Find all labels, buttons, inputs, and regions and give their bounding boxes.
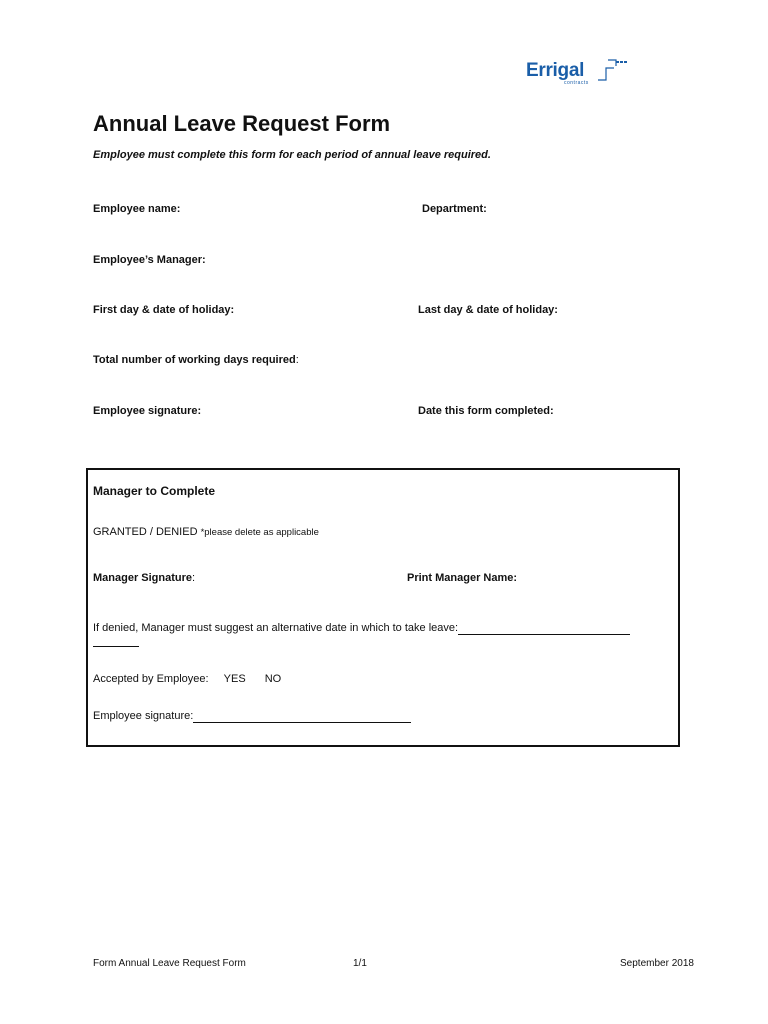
alternative-date-label: If denied, Manager must suggest an alternative date in which to take leave: (93, 622, 459, 634)
page-title: Annual Leave Request Form (93, 111, 391, 136)
accepted-by-employee-row (93, 673, 281, 685)
footer-date: September 2018 (620, 958, 694, 969)
employee-signature-label: Employee signature: (93, 405, 202, 417)
manager-section (86, 468, 680, 747)
employee-manager-label: Employee’s Manager: (93, 254, 206, 266)
manager-signature-field (93, 572, 195, 584)
form-instructions: Employee must complete this form for each period of annual leave required. (93, 149, 491, 161)
date-completed-label: Date this form completed: (418, 405, 554, 417)
manager-signature-colon: : (192, 572, 196, 584)
no-option: NO (264, 673, 282, 685)
employee-signature-box-label: Employee signature: (93, 710, 194, 722)
logo-subtext: contracts (564, 80, 589, 86)
accepted-by-label: Accepted by Employee: (93, 673, 209, 685)
employee-signature-field (93, 710, 411, 723)
alternative-date-field (93, 622, 630, 635)
company-logo (526, 56, 630, 90)
alternative-date-line (458, 622, 630, 635)
print-manager-name-label: Print Manager Name: (407, 572, 518, 584)
department-label: Department: (422, 203, 487, 215)
last-day-label: Last day & date of holiday: (418, 304, 558, 316)
granted-denied-text: GRANTED / DENIED (93, 526, 198, 538)
employee-name-label: Employee name: (93, 203, 181, 215)
first-day-label: First day & date of holiday: (93, 304, 235, 316)
manager-signature-label: Manager Signature (93, 572, 193, 584)
manager-section-heading: Manager to Complete (93, 484, 216, 498)
total-days-field (93, 354, 299, 366)
delete-note: *please delete as applicable (200, 527, 319, 538)
yes-option: YES (223, 673, 246, 685)
granted-denied-line (93, 526, 319, 538)
alternative-date-line-continued (93, 646, 139, 647)
logo-wordmark: Errigal (526, 60, 585, 81)
total-days-label: Total number of working days required (93, 354, 296, 366)
footer-document-name: Form Annual Leave Request Form (93, 958, 246, 969)
logo-mark-icon (596, 56, 630, 86)
footer-page-number: 1/1 (353, 958, 367, 969)
employee-signature-line (193, 710, 411, 723)
total-days-colon: : (295, 354, 299, 366)
